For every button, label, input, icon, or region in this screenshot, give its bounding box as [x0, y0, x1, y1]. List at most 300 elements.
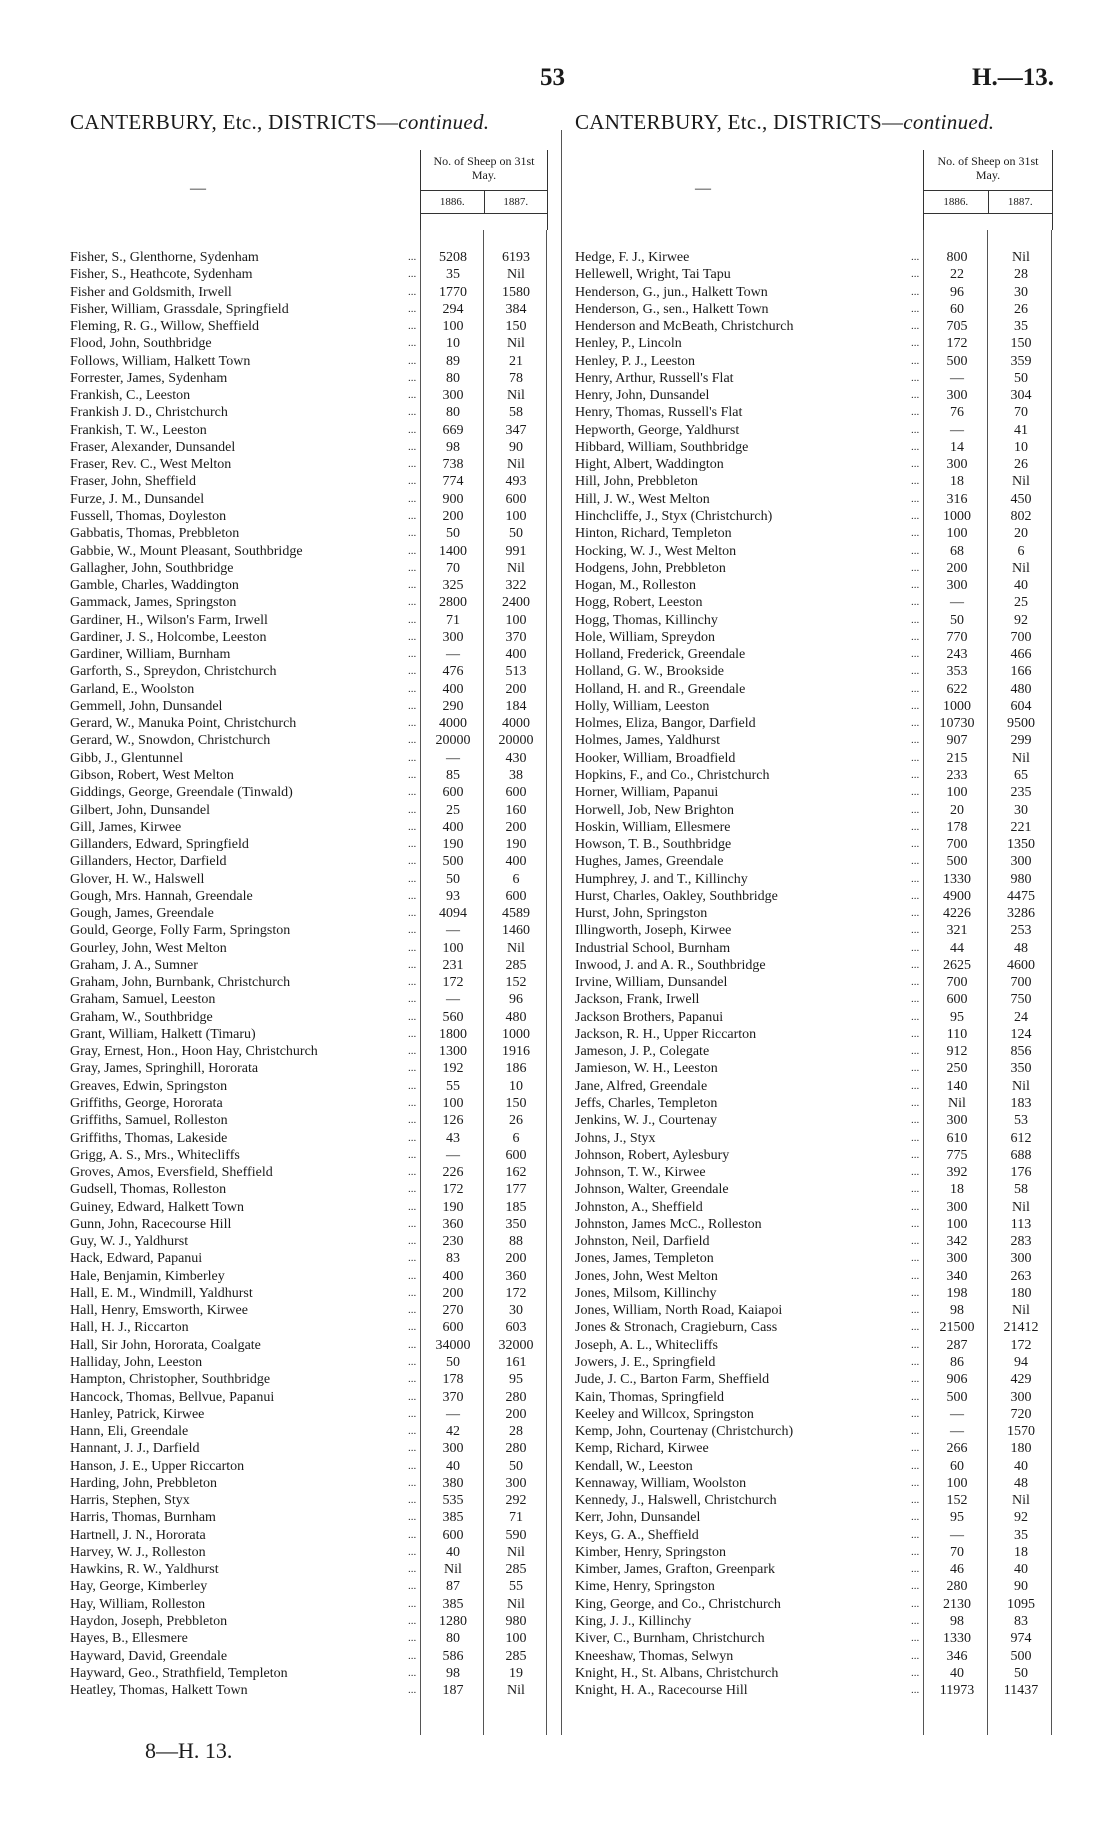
leader-dots: ... [911, 1356, 920, 1368]
leader-dots: ... [911, 1045, 920, 1058]
leader-dots: ... [408, 285, 417, 298]
sheep-1887: 19 [509, 1665, 523, 1681]
table-row [575, 318, 1055, 335]
entry-name: Grant, William, Halkett (Timaru) [70, 1026, 256, 1042]
sheep-1887: 92 [1014, 612, 1028, 628]
table-row [575, 560, 1055, 577]
sheep-1886: 353 [946, 664, 968, 680]
sheep-1886: 400 [442, 819, 464, 835]
leader-dots: ... [408, 1666, 417, 1679]
table-row [70, 940, 548, 957]
sheep-1886: 110 [946, 1026, 968, 1042]
leader-dots: ... [911, 320, 920, 333]
table-row [70, 404, 548, 421]
sheep-1886: — [446, 1406, 460, 1422]
leader-dots: ... [408, 1373, 417, 1386]
sheep-count-header [923, 150, 1053, 230]
sheep-1886: 50 [950, 612, 964, 628]
entry-name: Holland, H. and R., Greendale [575, 681, 746, 697]
leader-dots: ... [911, 1597, 920, 1610]
table-row [70, 1630, 548, 1647]
leader-dots: ... [911, 1459, 920, 1472]
leader-dots: ... [911, 1235, 920, 1248]
sheep-1886: 300 [442, 388, 464, 404]
sheep-1886: 190 [442, 837, 464, 853]
table-row [575, 1682, 1055, 1699]
entry-name: Gabbatis, Thomas, Prebbleton [70, 526, 240, 542]
sheep-1886: 586 [442, 1648, 464, 1664]
table-row [70, 266, 548, 283]
leader-dots: ... [408, 1062, 417, 1075]
sheep-1887: 700 [1010, 629, 1032, 645]
table-row [70, 1527, 548, 1544]
entry-name: Kimber, James, Grafton, Greenpark [575, 1562, 776, 1578]
table-row [575, 456, 1055, 473]
sheep-1887: 10 [509, 1078, 523, 1094]
table-row [575, 1268, 1055, 1285]
sheep-1887: 48 [1014, 940, 1028, 956]
sheep-1886: 192 [442, 1061, 464, 1077]
entry-name: Haydon, Joseph, Prebbleton [70, 1613, 228, 1629]
left-table-header [70, 150, 548, 230]
sheep-1887: Nil [507, 267, 525, 283]
entry-name: Garland, E., Woolston [70, 681, 195, 697]
sheep-1886: 87 [446, 1579, 460, 1595]
leader-dots: ... [408, 406, 417, 419]
sheep-1886: 4226 [943, 906, 971, 922]
entry-name: Hayward, Geo., Strathfield, Templeton [70, 1665, 288, 1681]
sheep-1887: 24 [1014, 1009, 1028, 1025]
sheep-1886: 50 [446, 871, 460, 887]
leader-dots: ... [408, 786, 417, 799]
leader-dots: ... [911, 838, 920, 851]
sheep-1887: 253 [1010, 923, 1032, 939]
table-row [575, 1302, 1055, 1319]
sheep-1886: 50 [446, 526, 460, 542]
sheep-1886: Nil [948, 1096, 966, 1112]
sheep-1887: 263 [1010, 1268, 1032, 1284]
sheep-1887: 41 [1014, 422, 1028, 438]
leader-dots: ... [911, 1097, 920, 1110]
leader-dots: ... [408, 354, 417, 367]
sheep-1887: 166 [1010, 664, 1032, 680]
leader-dots: ... [911, 1114, 920, 1127]
sheep-1887: 3286 [1007, 906, 1035, 922]
leader-dots: ... [911, 924, 920, 937]
leader-dots: ... [911, 1200, 920, 1213]
leader-dots: ... [911, 1632, 920, 1645]
sheep-1886: 340 [946, 1268, 968, 1284]
sheep-1887: Nil [1012, 250, 1030, 265]
sheep-1887: 9500 [1007, 716, 1035, 732]
leader-dots: ... [911, 544, 920, 557]
sheep-1886: 200 [442, 1285, 464, 1301]
entry-name: Kneeshaw, Thomas, Selwyn [575, 1648, 734, 1664]
entry-name: Hack, Edward, Papanui [70, 1251, 203, 1267]
sheep-1886: 770 [946, 629, 968, 645]
sheep-1886: — [446, 1147, 460, 1163]
sheep-1887: 292 [505, 1493, 527, 1509]
sheep-1886: 100 [946, 1475, 968, 1491]
sheep-1887: 172 [505, 1285, 527, 1301]
entry-name: Johns, J., Styx [575, 1130, 656, 1146]
sheep-1887: 20000 [498, 733, 534, 749]
table-row [70, 543, 548, 560]
table-row [70, 871, 548, 888]
entry-name: Johnson, Robert, Aylesbury [575, 1147, 730, 1163]
sheep-1887: 400 [505, 854, 527, 870]
sheep-1886: 1280 [439, 1613, 467, 1629]
sheep-1887: 10 [1014, 439, 1028, 455]
leader-dots: ... [911, 1010, 920, 1023]
sheep-1886: 2625 [943, 957, 971, 973]
sheep-1887: 750 [1010, 992, 1032, 1008]
entry-name: Kain, Thomas, Springfield [575, 1389, 725, 1405]
sheep-1886: 300 [946, 1251, 968, 1267]
sheep-1886: 233 [946, 767, 968, 783]
sheep-1887: 600 [505, 491, 527, 507]
leader-dots: ... [408, 475, 417, 488]
entry-name: Holmes, James, Yaldhurst [575, 733, 721, 749]
sheep-1886: 325 [442, 578, 464, 594]
entry-name: Kennaway, William, Woolston [575, 1475, 747, 1491]
entry-name: Keys, G. A., Sheffield [575, 1527, 699, 1543]
leader-dots: ... [911, 458, 920, 471]
entry-name: Jones, James, Templeton [575, 1251, 714, 1267]
entry-name: Hay, George, Kimberley [70, 1579, 208, 1595]
table-row [70, 301, 548, 318]
sheep-1887: 150 [505, 319, 527, 335]
leader-dots: ... [911, 406, 920, 419]
sheep-1887: 124 [1010, 1026, 1032, 1042]
leader-dots: ... [408, 1286, 417, 1299]
table-row [575, 1319, 1055, 1336]
sheep-1887: 88 [509, 1234, 523, 1250]
leader-dots: ... [408, 423, 417, 436]
table-row [70, 1009, 548, 1026]
sheep-1886: 70 [446, 560, 460, 576]
table-row [70, 1112, 548, 1129]
entry-name: Hinton, Richard, Templeton [575, 526, 732, 542]
sheep-1887: 96 [509, 992, 523, 1008]
entry-name: Guiney, Edward, Halkett Town [70, 1199, 244, 1215]
table-row [70, 1078, 548, 1095]
sheep-1887: 176 [1010, 1165, 1032, 1181]
sheep-1887: 200 [505, 1406, 527, 1422]
leader-dots: ... [408, 1528, 417, 1541]
sheep-1886: 1300 [439, 1044, 467, 1060]
table-row [575, 957, 1055, 974]
sheep-1887: 350 [1010, 1061, 1032, 1077]
sheep-1887: 100 [505, 508, 527, 524]
sheep-1886: 200 [946, 560, 968, 576]
table-row [575, 1199, 1055, 1216]
sheep-1887: 65 [1014, 767, 1028, 783]
year-1886-header: 1886. [421, 191, 485, 213]
table-row [575, 335, 1055, 352]
sheep-1887: 35 [1014, 319, 1028, 335]
table-row [70, 1475, 548, 1492]
table-row [70, 560, 548, 577]
sheep-1886: 89 [446, 353, 460, 369]
entry-name: Gudsell, Thomas, Rolleston [70, 1182, 227, 1198]
entry-name: Gillanders, Edward, Springfield [70, 837, 249, 853]
leader-dots: ... [408, 1148, 417, 1161]
entry-name: Johnson, Walter, Greendale [575, 1182, 729, 1198]
sheep-1887: 604 [1010, 698, 1032, 714]
sheep-1886: 20 [950, 802, 964, 818]
sheep-1886: 100 [442, 319, 464, 335]
entry-name: Fisher, S., Heathcote, Sydenham [70, 267, 253, 283]
table-row [70, 1337, 548, 1354]
sheep-1886: 476 [442, 664, 464, 680]
sheep-1887: 400 [505, 647, 527, 663]
leader-dots: ... [911, 509, 920, 522]
entry-name: Johnston, A., Sheffield [575, 1199, 703, 1215]
sheep-1886: — [446, 923, 460, 939]
entry-name: Gibb, J., Glentunnel [70, 750, 184, 766]
sheep-1886: 93 [446, 888, 460, 904]
entry-name: Hill, John, Prebbleton [575, 474, 698, 490]
entry-name: Kiver, C., Burnham, Christchurch [575, 1631, 765, 1647]
table-row [70, 836, 548, 853]
entry-name: Henley, P. J., Leeston [575, 353, 696, 369]
sheep-1887: 2400 [502, 595, 530, 611]
leader-dots: ... [408, 1459, 417, 1472]
sheep-1887: 285 [505, 1648, 527, 1664]
sheep-1886: 85 [446, 767, 460, 783]
sheep-1886: 906 [946, 1372, 968, 1388]
table-row [575, 1440, 1055, 1457]
entry-name: Kemp, John, Courtenay (Christchurch) [575, 1424, 794, 1440]
sheep-1887: 58 [1014, 1182, 1028, 1198]
entry-name: Hill, J. W., West Melton [575, 491, 710, 507]
sheep-1886: 18 [950, 1182, 964, 1198]
sheep-1887: 493 [505, 474, 527, 490]
sheep-1887: Nil [1012, 1493, 1030, 1509]
table-row [70, 456, 548, 473]
sheep-1887: 18 [1014, 1544, 1028, 1560]
entry-name: Frankish, T. W., Leeston [70, 422, 207, 438]
sheep-1887: 50 [509, 1458, 523, 1474]
sheep-1887: Nil [1012, 560, 1030, 576]
sheep-1887: 32000 [498, 1337, 534, 1353]
sheep-1887: 856 [1010, 1044, 1032, 1060]
sheep-1887: 185 [505, 1199, 527, 1215]
sheep-1886: 800 [946, 250, 968, 265]
table-row [70, 1406, 548, 1423]
sheep-1886: 907 [946, 733, 968, 749]
entry-name: Hedge, F. J., Kirwee [575, 250, 690, 265]
entry-name: Harris, Thomas, Burnham [70, 1510, 216, 1526]
sheep-1887: Nil [507, 388, 525, 404]
entry-name: Hale, Benjamin, Kimberley [70, 1268, 225, 1284]
sheep-1886: 22 [950, 267, 964, 283]
sheep-1886: — [950, 595, 964, 611]
sheep-1886: 80 [446, 405, 460, 421]
sheep-1886: 535 [442, 1493, 464, 1509]
sheep-1887: 26 [1014, 301, 1028, 317]
entry-name: Harding, John, Prebbleton [70, 1475, 217, 1491]
page-number: 53 [540, 64, 565, 91]
sheep-1886: 172 [442, 975, 464, 991]
sheep-1887: 4600 [1007, 957, 1035, 973]
sheep-1886: 700 [946, 975, 968, 991]
sheep-1886: 35 [446, 267, 460, 283]
leader-dots: ... [408, 838, 417, 851]
sheep-1886: 76 [950, 405, 964, 421]
sheep-1887: Nil [507, 1596, 525, 1612]
table-row [575, 750, 1055, 767]
leader-dots: ... [911, 475, 920, 488]
leader-dots: ... [408, 579, 417, 592]
right-table-body [575, 249, 1055, 1699]
table-row [70, 491, 548, 508]
table-row [575, 266, 1055, 283]
sheep-1887: 720 [1010, 1406, 1032, 1422]
entry-name: Horner, William, Papanui [575, 785, 719, 801]
sheep-1887: 347 [505, 422, 527, 438]
leader-dots: ... [911, 1304, 920, 1317]
entry-name: Gamble, Charles, Waddington [70, 578, 239, 594]
leader-dots: ... [911, 630, 920, 643]
year-1887-header: 1887. [1007, 196, 1033, 208]
entry-name: Humphrey, J. and T., Killinchy [575, 871, 748, 887]
entry-name: Hogg, Robert, Leeston [575, 595, 703, 611]
table-row [575, 473, 1055, 490]
sheep-1886: 172 [946, 336, 968, 352]
table-row [70, 1319, 548, 1336]
entry-name: Follows, William, Halkett Town [70, 353, 251, 369]
table-row [575, 1233, 1055, 1250]
leader-dots: ... [408, 1632, 417, 1645]
table-row [575, 1544, 1055, 1561]
table-row [70, 422, 548, 439]
leader-dots: ... [408, 1356, 417, 1368]
table-row [70, 1095, 548, 1112]
sheep-1886: 178 [442, 1372, 464, 1388]
sheep-1887: 50 [1014, 1665, 1028, 1681]
leader-dots: ... [408, 665, 417, 678]
entry-name: Gardiner, J. S., Holcombe, Leeston [70, 629, 267, 645]
entry-name: Forrester, James, Sydenham [70, 370, 228, 386]
sheep-1886: 300 [946, 1113, 968, 1129]
sheep-1887: Nil [1012, 1303, 1030, 1319]
entry-name: Frankish, C., Leeston [70, 388, 191, 404]
table-row [575, 1406, 1055, 1423]
entry-name: Hogg, Thomas, Killinchy [575, 612, 718, 628]
sheep-1887: 186 [505, 1061, 527, 1077]
column-divider [561, 130, 562, 1735]
sheep-1886: 669 [442, 422, 464, 438]
leader-dots: ... [408, 699, 417, 712]
name-column-header: — [695, 180, 711, 197]
entry-name: Knight, H. A., Racecourse Hill [575, 1683, 748, 1699]
entry-name: Hall, Henry, Emsworth, Kirwee [70, 1303, 248, 1319]
leader-dots: ... [911, 1217, 920, 1230]
sheep-count-title: No. of Sheep on 31st May. [924, 150, 1052, 191]
sheep-1886: 2130 [943, 1596, 971, 1612]
sheep-1886: 200 [442, 508, 464, 524]
table-row [575, 387, 1055, 404]
sheep-1886: 71 [446, 612, 460, 628]
entry-name: Hole, William, Spreydon [575, 629, 715, 645]
sheep-1886: 1800 [439, 1026, 467, 1042]
sheep-1887: 1580 [502, 284, 530, 300]
leader-dots: ... [408, 1649, 417, 1662]
leader-dots: ... [911, 1442, 920, 1455]
sheep-1887: 50 [509, 526, 523, 542]
leader-dots: ... [911, 820, 920, 833]
entry-name: Henderson, G., jun., Halkett Town [575, 284, 768, 300]
leader-dots: ... [911, 1390, 920, 1403]
sheep-1886: 270 [442, 1303, 464, 1319]
leader-dots: ... [408, 1425, 417, 1438]
sheep-1887: 83 [1014, 1613, 1028, 1629]
table-row [575, 1354, 1055, 1371]
sheep-1887: 980 [505, 1613, 527, 1629]
sheep-1887: 221 [1010, 819, 1032, 835]
sheep-1887: 430 [505, 750, 527, 766]
entry-name: Frankish J. D., Christchurch [70, 405, 228, 421]
table-row [575, 1285, 1055, 1302]
table-row [70, 612, 548, 629]
leader-dots: ... [911, 768, 920, 781]
table-row [70, 1233, 548, 1250]
leader-dots: ... [911, 803, 920, 816]
sheep-1886: 190 [442, 1199, 464, 1215]
table-row [575, 836, 1055, 853]
sheep-1887: 200 [505, 681, 527, 697]
sheep-1886: — [446, 647, 460, 663]
entry-name: Hinchcliffe, J., Styx (Christchurch) [575, 508, 773, 524]
table-row [70, 1164, 548, 1181]
sheep-1887: 600 [505, 888, 527, 904]
entry-name: Griffiths, Samuel, Rolleston [70, 1113, 228, 1129]
sheep-1886: 140 [946, 1078, 968, 1094]
sheep-1887: 6 [512, 1130, 520, 1146]
table-row [575, 1147, 1055, 1164]
leader-dots: ... [408, 561, 417, 574]
sheep-1887: 150 [1010, 336, 1032, 352]
sheep-1887: 300 [1010, 1251, 1032, 1267]
table-row [70, 1199, 548, 1216]
sheep-1887: 6 [512, 871, 520, 887]
sheep-1887: 350 [505, 1216, 527, 1232]
sheep-1887: 183 [1010, 1096, 1032, 1112]
entry-name: Glover, H. W., Halswell [70, 871, 205, 887]
table-row [70, 1043, 548, 1060]
entry-name: Gallagher, John, Southbridge [70, 560, 234, 576]
leader-dots: ... [911, 579, 920, 592]
entry-name: Greaves, Edwin, Springston [70, 1078, 228, 1094]
leader-dots: ... [911, 251, 920, 263]
sheep-1887: 21 [509, 353, 523, 369]
leader-dots: ... [911, 1079, 920, 1092]
table-row [575, 612, 1055, 629]
sheep-1887: 26 [509, 1113, 523, 1129]
leader-dots: ... [408, 337, 417, 350]
sheep-1886: 385 [442, 1510, 464, 1526]
sheep-1887: 1916 [502, 1044, 530, 1060]
leader-dots: ... [408, 1597, 417, 1610]
table-row [575, 732, 1055, 749]
leader-dots: ... [408, 268, 417, 281]
entry-name: Hodgens, John, Prebbleton [575, 560, 726, 576]
sheep-1886: 96 [950, 284, 964, 300]
leader-dots: ... [408, 924, 417, 937]
sheep-1886: 600 [442, 785, 464, 801]
